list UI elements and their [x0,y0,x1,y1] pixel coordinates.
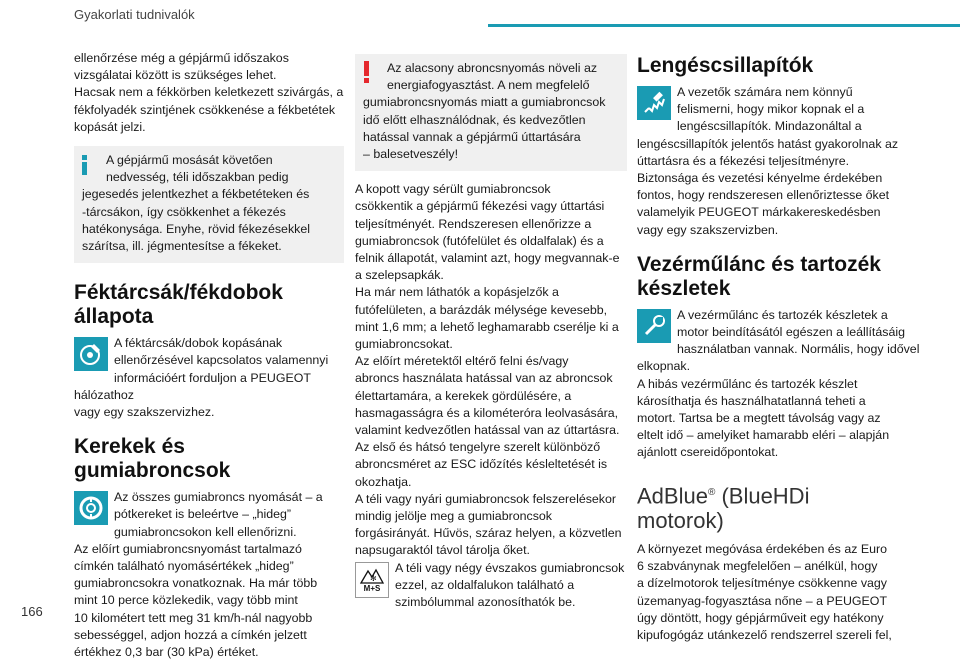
snow-icon-label: M+S [363,584,381,594]
column-2 [355,54,627,611]
timing-chain-paragraph: A vezérműlánc és tartozék készletek a motor beindításától egészen a leállításáig használatban vannak. Normális, hogy idővel elkopnak. A hibás vezérműlánc és tartozék készlet károsíthatja és használhatatlanná teheti a motort. Tartsa be a megtett távolság vagy az eltelt idő – amelyiket hamarabb eléri – alapján ajánlott csereidőpontokat. [637,307,920,460]
warning-box: Az alacsony abroncsnyomás növeli az energiafogyasztást. A nem megfelelő gumiabroncsnyomás miatt a gumiabroncsok idő előtt elhasználódnak, és kedvezőtlen hatással vannak a gépjármű úttartására – balesetveszély! [355,54,627,171]
tyres-paragraph: Az összes gumiabroncs nyomását – a pótkereket is beleértve – „hideg” gumiabroncsokon kell ellenőrizni. Az előírt gumiabroncsnyomást tartalmazó címkén található nyomásértékek „hideg” gumiabroncsokra vonatkoznak. Ha már több mint 10 perce közlekedik, vagy több mint 10 kilométert tett meg 31 km/h-nál nagyobb sebességgel, adjon hozzá a címkén jelzett értékhez 0,3 bar (30 kPa) értéket. [74,490,323,660]
info-icon [82,155,87,175]
brake-disc-icon [74,337,108,371]
shock-absorbers-paragraph: A vezetők számára nem könnyű felismerni, hogy mikor kopnak el a lengéscsillapítók. Mindazonáltal a lengéscsillapítók jelentős hatást gyakorolnak az úttartásra és a fékezési teljesítményre. Biztonsága és vezetési kényelme érdekében fontos, hogy rendszeresen ellenőriztesse őket valamelyik PEUGEOT márkakereskedésben vagy egy szakszervizben. [637,85,899,237]
mountain-snowflake-icon [355,562,389,598]
section-title-timing-chain: Vezérműlánc és tartozék készletek [637,252,881,300]
running-header: Gyakorlati tudnivalók [74,7,195,22]
tyre-icon [74,491,108,525]
brake-discs-paragraph: A féktárcsák/dobok kopásának ellenőrzésével kapcsolatos valamennyi információért forduljon a PEUGEOT hálózathoz vagy egy szakszervizhez. [74,336,329,420]
timing-chain-wrench-icon [637,309,671,343]
column-1 [74,50,344,661]
column-3 [637,54,925,644]
section-title-brake-discs: Féktárcsák/fékdobok állapota [74,281,283,329]
intro-paragraph: ellenőrzése még a gépjármű időszakos vizsgálatai között is szükséges lehet. Hacsak nem a fékkörben keletkezett szivárgás, a fékfolyadék szintjének csökkenése a fékbetétek kopását jelzi. [74,51,344,134]
section-title-adblue: AdBlue® (BlueHDi motorok) [637,482,810,533]
page-number: 166 [21,604,43,619]
header-accent-bar [488,24,960,27]
snow-tyre-paragraph: ✻ M+S A téli vagy négy évszakos gumiabroncsok ezzel, az oldalfalukon található a szimbólummal azonosíthatók be. [355,560,627,612]
section-title-shock-absorbers: Lengéscsillapítók [637,54,814,77]
svg-text:✻: ✻ [370,574,377,584]
info-box-text: A gépjármű mosását követően nedvesség, téli időszakban pedig [106,153,289,185]
info-box-text-cont: jegesedés jelentkezhet a fékbetéteken és -tárcsákon, így csökkenhet a fékezés hatékonysága. Enyhe, rövid fékezésekkel szárítsa, ill. jégmentesítse a fékeket. [82,187,310,254]
shock-absorber-icon [637,86,671,120]
tyres-body-text: A kopott vagy sérült gumiabroncsok csökkentik a gépjármű fékezési vagy úttartási teljesítményét. Rendszeresen ellenőrizze a gumiabroncsok (futófelület és oldalfalak) és a felnik állapotát, valamint azt, hogy megvannak-e a szelepsapkák. Ha már nem láthatók a kopásjelzők a futófelületen, a barázdák mélysége kevesebb, mint 1,6 mm; a lehető leghamarabb cserélje ki a gumiabroncsokat. Az előírt méretektől eltérő felni és/vagy abroncs használata hatással van az abroncsok élettartamára, a kerekek gördülésére, a hasmagasságra és a kilométeróra leolvasására, valamint kedvezőtlen hatással van az úttartásra. Az első és hátsó tengelyre szerelt különböző abroncsméret az ESC időzítés késleltetését is okozhatja. A téli vagy nyári gumiabroncsok felszerelésekor mindig jelölje meg a gumiabroncsok forgásirányát. Hűvös, száraz helyen, a közvetlen napsugaraktól távol tárolja őket. [355,182,622,558]
adblue-paragraph: A környezet megóvása érdekében és az Euro 6 szabványnak megfelelően – anélkül, hogy a dízelmotorok teljesítménye csökkenne vagy üzemanyag-fogyasztása nőne – a PEUGEOT úgy döntött, hogy gépjárműveit egy hatékony kipufogógáz utánkezelő rendszerrel szereli fel, [637,541,892,642]
warning-icon [364,61,370,83]
info-box [74,146,344,263]
section-title-tyres: Kerekek és gumiabroncsok [74,435,231,483]
